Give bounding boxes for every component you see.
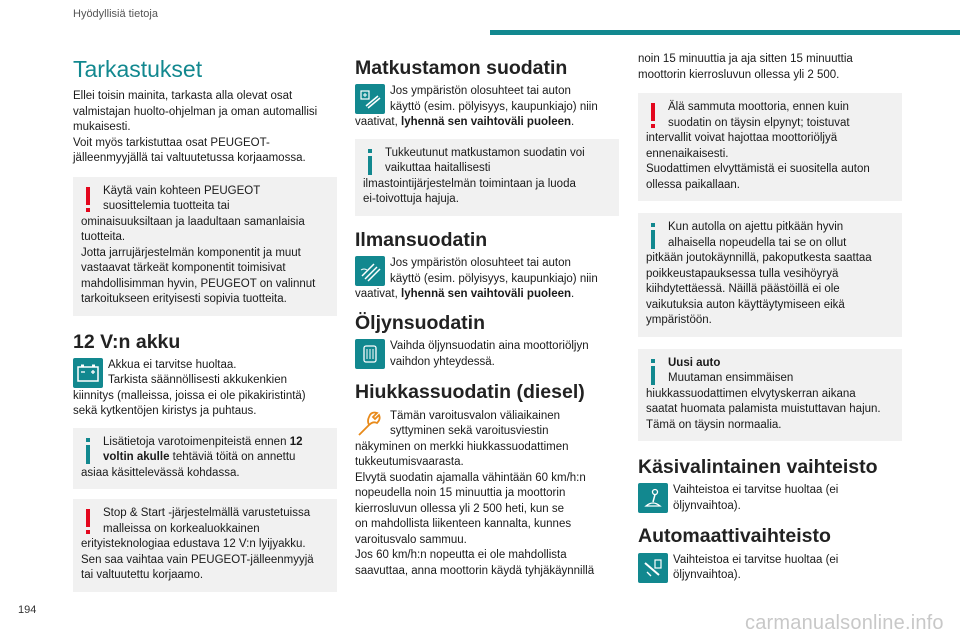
column-right	[638, 52, 902, 584]
battery-block: Akkua ei tarvitse huoltaa. Tarkista säännöllisesti akkukenkien kiinnitys (malleissa, joissa ei ole pikakiristintä) sekä kytkentöjen kiristys ja puhtaus.	[73, 358, 306, 418]
info-callout-new-car: Uusi auto Muutaman ensimmäisen hiukkassuodattimen elvytyskerran aikana saatat huomata palamista muistuttavan hajun. Tämä on täysin normaalia.	[638, 349, 902, 442]
particle-filter-block: Tämän varoitusvalon väliaikainen syttyminen sekä varoitusviestin näkyminen on merkki hiukkassuodattimen tukkeutumisvaarasta. Elvytä suodatin ajamalla vähintään 60 km/h:n nopeudella noin 15 minuuttia ja moottorin kierrosluvun ollessa yli 2 500 heti, kun se on mahdollista liikenteen kannalta, kunnes varoitusvalo sammuu. Jos 60 km/h:n nopeutta ei ole mahdollista saavuttaa, anna moottorin käydä tyhjäkäynnillä	[355, 409, 595, 577]
info-icon	[363, 147, 377, 177]
automatic-gearbox-block: Vaihteistoa ei tarvitse huoltaa (ei öljynvaihtoa).	[638, 553, 902, 584]
exclamation-icon	[81, 507, 95, 537]
section-title-cabin-filter: Matkustamon suodatin	[355, 57, 568, 79]
info-icon	[81, 436, 95, 466]
column-left	[73, 50, 337, 602]
particle-filter-warning-icon	[355, 409, 385, 439]
info-icon	[646, 357, 660, 387]
section-title-automatic-gearbox: Automaattivaihteisto	[638, 525, 831, 548]
air-filter-block: Jos ympäristön olosuhteet tai auton käyttö (esim. pölyisyys, kaupunkiajo) niin vaativat, lyhennä sen vaihtoväli puoleen.	[355, 257, 598, 301]
warning-callout-regeneration: Älä sammuta moottoria, ennen kuin suodatin on täysin elpynyt; toistuvat intervallit voivat hajottaa moottoriöljyä ennenaikaisesti. Suodattimen elvyttämistä ei suositella auton ollessa paikallaan.	[638, 93, 902, 201]
info-icon	[646, 221, 660, 251]
oil-filter-block: Vaihda öljynsuodatin aina moottoriöljyn vaihdon yhteydessä.	[355, 339, 619, 370]
manual-gearbox-icon	[638, 483, 668, 513]
exclamation-icon	[81, 185, 95, 215]
section-title-manual-gearbox: Käsivalintainen vaihteisto	[638, 456, 878, 478]
warning-callout-products: Käytä vain kohteen PEUGEOT suosittelemia tuotteita tai ominaisuuksiltaan ja laadultaan samanlaisia tuotteita. Jotta jarrujärjestelmän komponentit ja muut vastaavat tärkeät komponentit toimisivat mahdollisimman hyvin, PEUGEOT on valinnut tarkoitukseen erityisesti sopivia tuotteita.	[73, 177, 337, 316]
info-callout-battery: Lisätietoja varotoimenpiteistä ennen 12 voltin akulle tehtäviä töitä on annettu asiaa käsittelevässä kohdassa.	[73, 428, 337, 490]
oil-filter-icon	[355, 339, 385, 369]
manual-gearbox-block: Vaihteistoa ei tarvitse huoltaa (ei öljynvaihtoa).	[638, 483, 902, 514]
air-filter-icon	[355, 256, 385, 286]
info-callout-water-vapour: Kun autolla on ajettu pitkään hyvin alhaisella nopeudella tai se on ollut pitkään joutokäynnillä, pakoputkesta saattaa poikkeustapauksessa tulla vesihöyryä kiihdytettäessä. Näillä päästöillä ei ole vaikutuksia auton käyttäytymiseen eikä ympäristöön.	[638, 213, 902, 337]
info-callout-cabin-filter: Tukkeutunut matkustamon suodatin voi vaikuttaa haitallisesti ilmastointijärjestelmän toimintaan ja luoda ei-toivottuja hajuja.	[355, 139, 619, 216]
cabin-filter-block: Jos ympäristön olosuhteet tai auton käyttö (esim. pölyisyys, kaupunkiajo) niin vaativat, lyhennä sen vaihtoväli puoleen.	[355, 85, 598, 129]
section-title-battery: 12 V:n akku	[73, 330, 181, 353]
particle-filter-continued: noin 15 minuuttia ja aja sitten 15 minuuttia moottorin kierrosluvun ollessa yli 2 500.	[638, 53, 853, 81]
header-accent-bar	[490, 30, 960, 35]
section-title-particle-filter: Hiukkassuodatin (diesel)	[355, 381, 585, 404]
section-title-air-filter: Ilmansuodatin	[355, 228, 488, 251]
running-header: Hyödyllisiä tietoja	[73, 8, 158, 20]
column-middle	[355, 50, 619, 579]
section-title-oil-filter: Öljynsuodatin	[355, 311, 486, 334]
exclamation-icon	[646, 101, 660, 131]
watermark: carmanualsonline.info	[745, 612, 944, 634]
intro-text: Ellei toisin mainita, tarkasta alla olevat osat valmistajan huolto-ohjelman ja oman automallisi mukaisesti. Voit myös tarkistuttaa osat PEUGEOT- jälleenmyyjällä tai valtuutetussa korjaamossa.	[73, 90, 318, 164]
automatic-gearbox-icon	[638, 553, 668, 583]
warning-callout-stop-start: Stop & Start -järjestelmällä varustetuissa malleissa on korkealuokkainen erityisteknologiaa edustava 12 V:n lyijyakku. Sen saa vaihtaa vain PEUGEOT-jälleenmyyjä tai valtuutettu korjaamo.	[73, 499, 337, 592]
page-number: 194	[18, 604, 37, 616]
page-title: Tarkastukset	[73, 56, 203, 82]
battery-icon	[73, 358, 103, 388]
cabin-filter-icon	[355, 84, 385, 114]
